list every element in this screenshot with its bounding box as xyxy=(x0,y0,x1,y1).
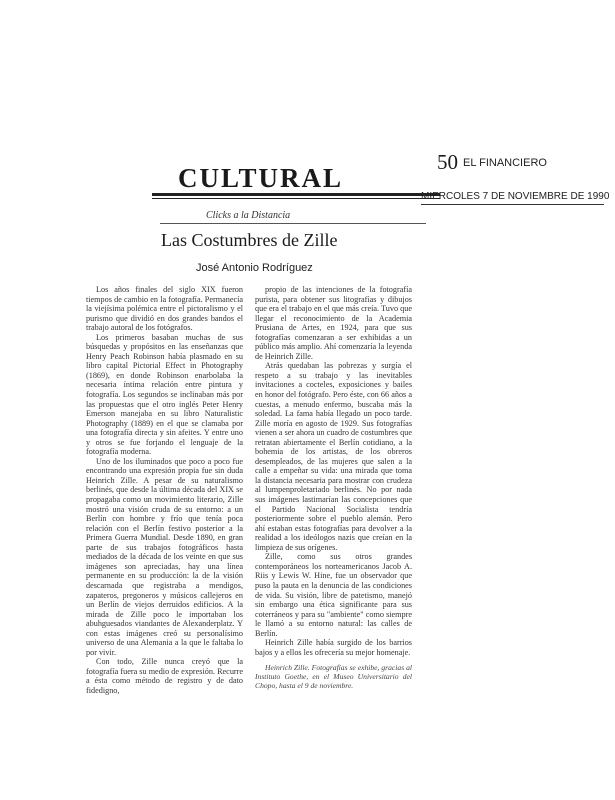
section-title: CULTURAL xyxy=(178,163,344,193)
paragraph: propio de las intenciones de la fotografía purista, para obtener sus litografías y dibujos que era el trabajo en el que más creía. Tuvo que llegar el reconocimiento de la Academia Prusiana de Artes, en 1924, para que sus fotografías comenzaran a ser exhibidas a un público más amplio. Ahí comenzaría la leyenda de Heinrich Zille. xyxy=(255,285,412,361)
headline: Las Costumbres de Zille xyxy=(161,230,338,250)
date-rule xyxy=(421,204,604,205)
paragraph: Los primeros basaban muchas de sus búsquedas y propósitos en las enseñanzas que Henry Peach Robinson había plasmado en su libro capital Pictorial Effect in Photography (1869), en donde Robinson enarbolaba la necesaria íntima relación entre pintura y fotografía. Los segundos se inclinaban más por las propuestas que el otro inglés Peter Henry Emerson manejaba en su libro Naturalistic Photography (1889) en el que se clamaba por una fotografía directa y sin afeites. Y entre uno y otros se fue forjando el lenguaje de la fotografía moderna. xyxy=(86,332,243,457)
byline: José Antonio Rodríguez xyxy=(196,262,313,274)
paragraph: Los años finales del siglo XIX fueron tiempos de cambio en la fotografía. Permanecía la viejísima polémica entre el pictoralismo y el purismo que dividió en dos grandes bandos el trabajo autoral de los fotógrafos. xyxy=(86,285,243,333)
column-kicker: Clicks a la Distancia xyxy=(206,210,291,221)
article-column-1 xyxy=(86,285,243,696)
paragraph: Zille, como sus otros grandes contemporáneos los norteamericanos Jacob A. Riis y Lewis W. Hine, fue un observador que puso la pauta en la denuncia de las condiciones de vida. Su visión, libre de patetismo, manejó sin embargo una ética significante para sus coterráneos y para su "ambiente" como siempre le llamó a su entorno natural: las calles de Berlín. xyxy=(255,552,412,638)
paragraph: Heinrich Zille había surgido de los barrios bajos y a ellos les ofrecería su mejor homenaje. xyxy=(255,638,412,657)
section-rule-thin xyxy=(152,198,440,199)
newspaper-name: EL FINANCIERO xyxy=(463,157,547,169)
article-column-2 xyxy=(255,285,412,690)
exhibition-caption: Heinrich Zille. Fotografías se exhibe, gracias al Instituto Goethe, en el Museo Universitario del Chopo, hasta el 9 de noviembre. xyxy=(255,663,412,691)
page-number: 50 xyxy=(437,150,458,174)
section-rule xyxy=(152,193,440,196)
issue-date: MIERCOLES 7 DE NOVIEMBRE DE 1990 xyxy=(421,191,610,202)
paragraph: Atrás quedaban las pobrezas y surgía el respeto a su trabajo y las inevitables invitaciones a cocteles, exposiciones y bailes en honor del fotógrafo. Pero éste, con 66 años a cuestas, a menudo enfermo, buscaba más la soledad. La fama había llegado un poco tarde. Zille moría en agosto de 1929. Sus fotografías vienen a ser ahora un cuadro de costumbres que retratan abiertamente el Berlín cotidiano, a la bohemia de los artistas, de los obreros desempleados, de las mujeres que salen a la calle a empeñar su vida: una mirada que toma la distancia necesaria para mostrar con crudeza al lumpenproletariado berlinés. No por nada sus imágenes lastimarían las concepciones que el Partido Nacional Socialista tendría posteriormente sobre el pueblo alemán. Pero ahí estaban estas fotografías para devolver a la realidad a los ideólogos nazis que creían en la limpieza de sus orígenes. xyxy=(255,361,412,552)
kicker-rule xyxy=(160,223,426,224)
paragraph: Uno de los iluminados que poco a poco fue encontrando una expresión propia fue sin duda Heinrich Zille. A pesar de su naturalismo berlinés, que desde la última década del XIX se propagaba como un movimiento literario, Zille mostró una visión cruda de su entorno: a un Berlín con hombre y frío que tenía poca relación con el Berlín festivo posterior a la Primera Guerra Mundial. Desde 1890, en gran parte de sus trabajos fotográficos hasta mediados de la década de los veinte en que sus imágenes son apreciadas, hay una línea permanente en su producción: la de la visión descarnada que registraba a mendigos, zapateros, pregoneros y músicos callejeros en un Berlín de viejos derruidos edificios. A la mirada de Zille poco le importaban los abuhguesados viandantes de Alexanderplatz. Y con estas imágenes creó su personalísimo universo de una Alemania a la que le faltaba lo por vivir. xyxy=(86,456,243,657)
paragraph: Con todo, Zille nunca creyó que la fotografía fuera su medio de expresión. Recurre a ésta como método de registro y de dato fidedigno, xyxy=(86,657,243,695)
